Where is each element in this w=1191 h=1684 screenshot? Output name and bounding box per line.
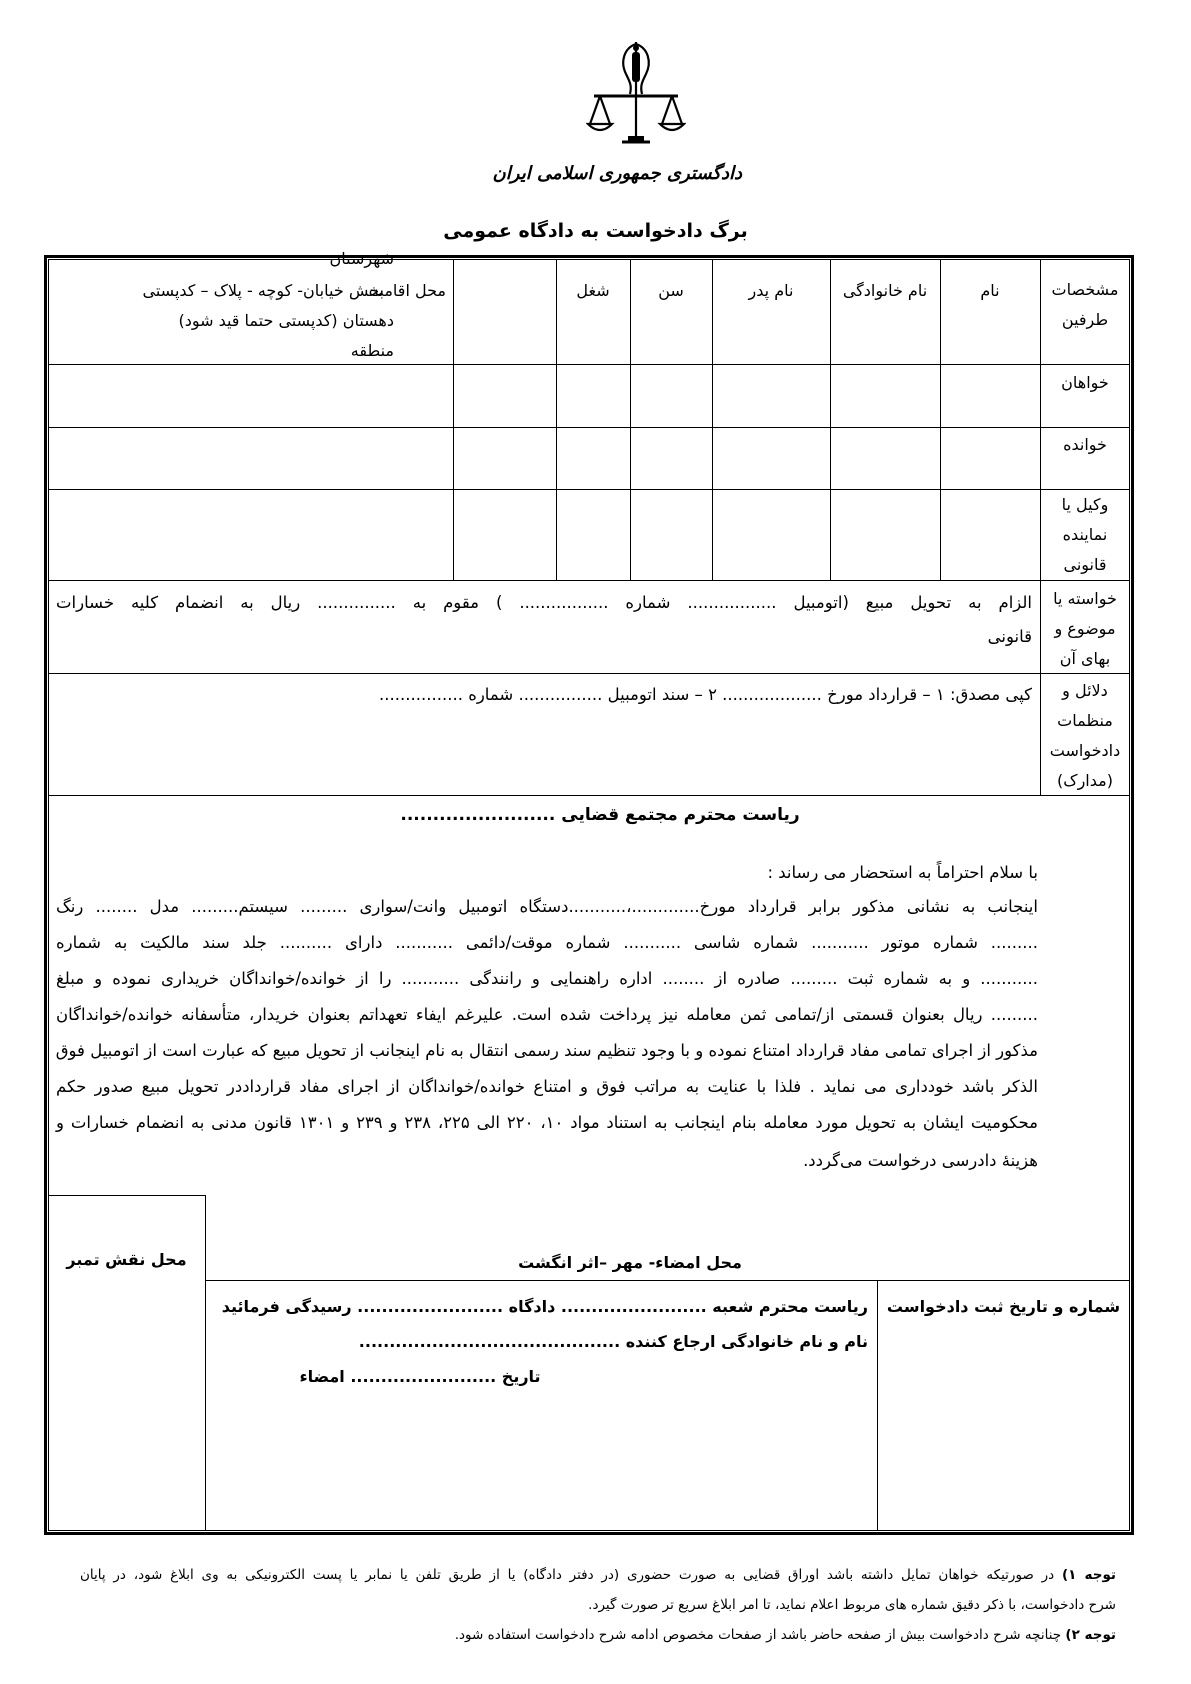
claim-text: قانونی bbox=[987, 627, 1032, 646]
claim-label: بهای آن bbox=[1059, 649, 1111, 668]
footer-divider bbox=[205, 1280, 1130, 1281]
referrer-line: نام و نام خانوادگی ارجاع کننده ........................................... bbox=[358, 1332, 868, 1351]
header-occupation: شغل bbox=[576, 281, 610, 300]
col-divider bbox=[556, 259, 557, 580]
row-label-representative: قانونی bbox=[1063, 555, 1107, 574]
letter-line: محکومیت ایشان به تحویل مورد معامله بنام اینجانب به استناد مواد ۱۰، ۲۲۰ الی ۲۲۵، ۲۳۸ و ۲۳۹ و ۱۳۰۱ قانون مدنی به انضمام خسارات و bbox=[56, 1113, 1038, 1132]
evidence-text: کپی مصدق: ۱ – قرارداد مورخ ................... ۲ – سند اتومبیل ................ شماره ................ bbox=[379, 685, 1032, 704]
row-divider bbox=[48, 795, 1130, 796]
row-label-representative: وکیل یا bbox=[1061, 495, 1109, 514]
note-1-label: توجه ۱) bbox=[1061, 1567, 1116, 1583]
col-divider bbox=[453, 259, 454, 580]
letter-closing: هزینهٔ دادرسی درخواست می‌گردد. bbox=[803, 1151, 1038, 1170]
header-father-name: نام پدر bbox=[748, 281, 794, 300]
address-line: دهستان (کدپستی حتما قید شود) bbox=[178, 311, 394, 330]
header-residence: محل اقامت bbox=[368, 281, 446, 300]
row-divider bbox=[48, 673, 1130, 674]
row-divider bbox=[48, 580, 1130, 581]
stamp-box-side bbox=[205, 1195, 206, 1531]
evidence-label: (مدارک) bbox=[1057, 771, 1113, 790]
col-divider bbox=[630, 259, 631, 580]
date-signature-line: تاریخ ........................ امضاء bbox=[299, 1367, 541, 1386]
registration-label: شماره و تاریخ ثبت دادخواست bbox=[886, 1297, 1121, 1316]
col-divider bbox=[712, 259, 713, 580]
note-2-text: چنانچه شرح دادخواست بیش از صفحه حاضر باشد از صفحات مخصوص ادامه شرح دادخواست استفاده شود. bbox=[454, 1627, 1062, 1643]
header-first-name: نام bbox=[980, 281, 1000, 300]
address-line: منطقه bbox=[350, 341, 394, 360]
claim-label: خواسته یا bbox=[1053, 589, 1117, 608]
header-last-name: نام خانوادگی bbox=[842, 281, 928, 300]
logo-text: دادگستری جمهوری اسلامی ایران bbox=[492, 163, 742, 184]
stamp-place-label: محل نقش تمبر bbox=[66, 1250, 187, 1269]
header-parties: طرفین bbox=[1061, 310, 1109, 329]
stamp-box-top bbox=[48, 1195, 205, 1196]
letter-line: ......... شماره موتور ........... شماره شاسی ........... شماره موقت/دائمی ........... دارای .......... جلد سند مالکیت به شماره bbox=[56, 933, 1038, 952]
evidence-label: دادخواست bbox=[1049, 741, 1121, 760]
address-line: بخش خیابان- کوچه - پلاک – کدپستی bbox=[142, 281, 384, 300]
claim-label: موضوع و bbox=[1054, 619, 1116, 638]
note-1-text: در صورتیکه خواهان تمایل داشته باشد اوراق قضایی به صورت حضوری (در دفتر دادگاه) یا از طریق تلفن یا نمابر یا پست الکترونیکی به وی ابلاغ شود، در پایان bbox=[80, 1567, 1055, 1583]
letter-line: مذکور از اجرای تمامی مفاد قرارداد امتناع نموده و با وجود تنظیم سند رسمی انتقال به نام اینجانب از تحویل مبیع که عبارت است از اتومبیل فوق bbox=[55, 1041, 1038, 1060]
row-divider bbox=[48, 489, 1130, 490]
header-parties: مشخصات bbox=[1051, 280, 1119, 299]
letter-line: ......... ریال بعنوان قسمتی از/تمامی ثمن معامله نیز پرداخت شده است. علیرغم ایفاء تعهداتم بعنوان خریدار، متأسفانه خوانده/خوانداگان bbox=[56, 1005, 1038, 1024]
signature-label: محل امضاء- مهر –اثر انگشت bbox=[518, 1253, 742, 1272]
row-label-defendant: خوانده bbox=[1063, 435, 1107, 454]
claim-text: الزام به تحویل مبیع (اتومبیل ................. شماره ................. ) مقوم به ............... ریال به انضمام کلیه خسارات bbox=[56, 593, 1032, 612]
address-line: شهرستان bbox=[329, 249, 394, 268]
col-divider bbox=[830, 259, 831, 580]
row-label-plaintiff: خواهان bbox=[1061, 373, 1109, 392]
note-2 bbox=[80, 1620, 1116, 1650]
letter-greeting: با سلام احتراماً به استحضار می رساند : bbox=[767, 863, 1038, 882]
note-2-label: توجه ۲) bbox=[1065, 1627, 1116, 1643]
letter-line: اینجانب به نشانی مذکور برابر قرارداد مورخ.............،...........دستگاه اتومبیل وانت/سواری ......... سیستم......... مدل ........ رنگ bbox=[56, 897, 1038, 916]
note-1-continued: شرح دادخواست، با ذکر دقیق شماره های مربوط اعلام نماید، تا امر ابلاغ سریع تر صورت گیرد. bbox=[588, 1597, 1116, 1613]
letter-line: ........... و به شماره ثبت ......... صادره از ........ اداره راهنمایی و رانندگی ........... را از خوانده/خوانداگان خریداری نموده و مبلغ bbox=[56, 969, 1038, 988]
form-title: برگ دادخواست به دادگاه عمومی bbox=[443, 220, 748, 242]
note-1 bbox=[80, 1560, 1116, 1590]
row-label-representative: نماینده bbox=[1062, 525, 1108, 544]
row-divider bbox=[48, 427, 1130, 428]
evidence-label: دلائل و bbox=[1062, 681, 1108, 700]
judiciary-emblem-icon bbox=[586, 38, 686, 150]
header-age: سن bbox=[658, 281, 684, 300]
evidence-label: منظمات bbox=[1057, 711, 1113, 730]
col-divider bbox=[940, 259, 941, 580]
letter-salutation: ریاست محترم مجتمع قضایی ........................ bbox=[400, 805, 800, 825]
branch-line: ریاست محترم شعبه ........................ دادگاه ........................ رسیدگی فرمائید bbox=[221, 1297, 868, 1316]
letter-line: الذکر باشد خودداری می نماید . فلذا با عنایت به مراتب فوق و امتناع خوانده/خوانداگان از اجرای مفاد قرارداددر تحویل مبیع صدور حکم bbox=[56, 1077, 1038, 1096]
